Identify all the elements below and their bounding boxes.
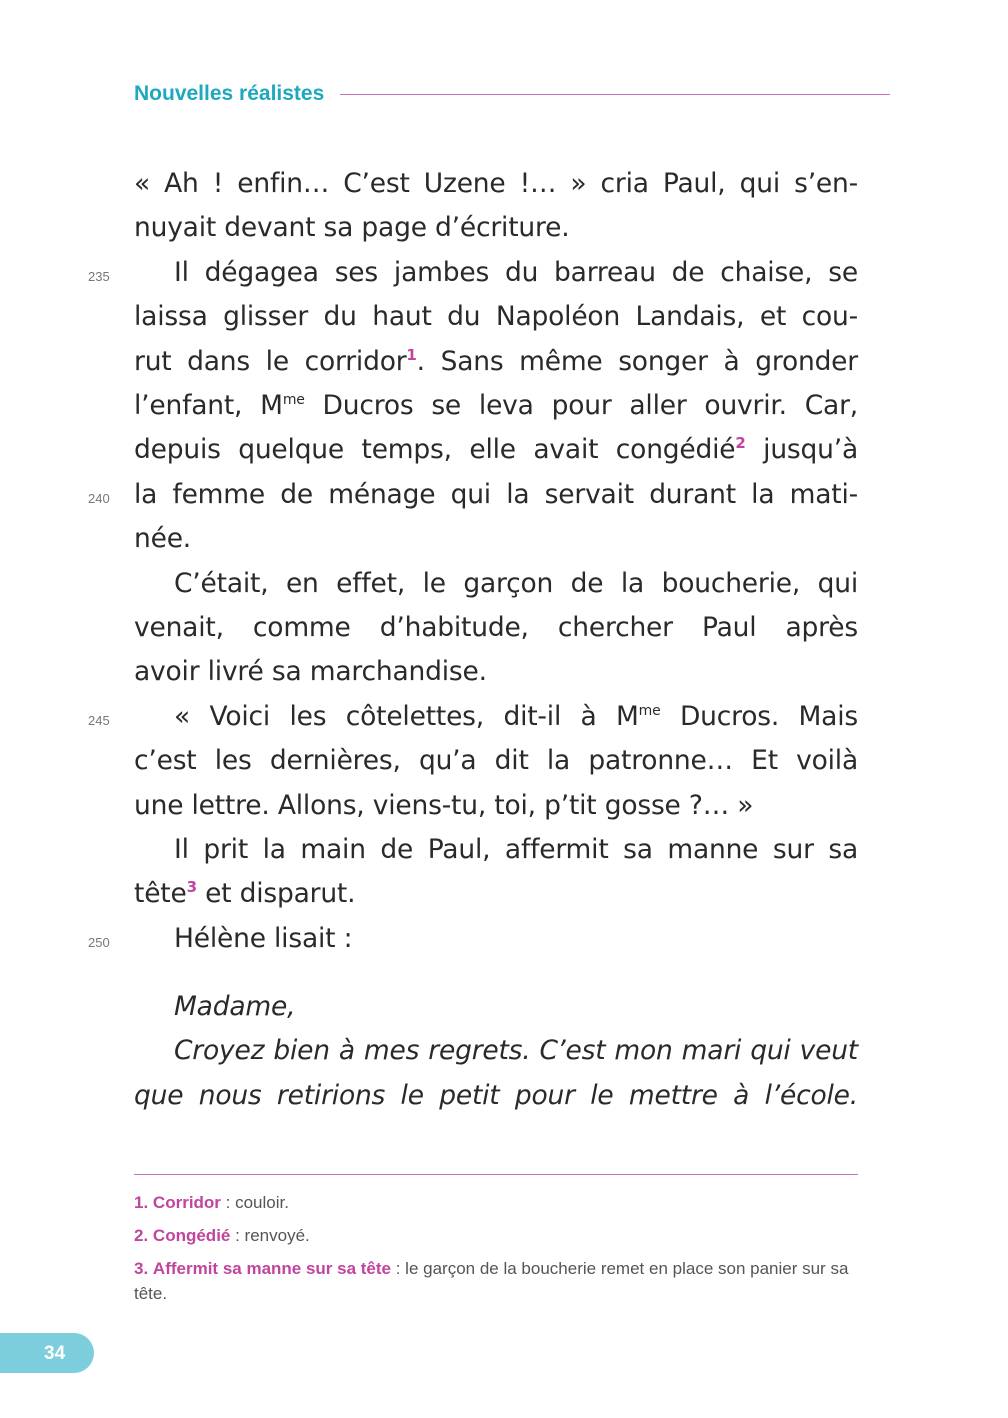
footnote-number: 2. <box>134 1226 149 1245</box>
footnote-term: Corridor <box>152 1193 221 1212</box>
footnote-ref-1: 1 <box>406 346 417 364</box>
footnote-term: Congédié <box>152 1226 231 1245</box>
footnote-ref-2: 2 <box>735 434 746 452</box>
text-line: c’est les dernières, qu’a dit la patronne… Et voilà <box>134 745 858 776</box>
text-line: Il dégagea ses jambes du barreau de chaise, se <box>174 257 858 288</box>
text-segment: . Sans même songer à gronder <box>416 346 858 377</box>
footnote-number: 1. <box>134 1193 149 1212</box>
text-segment: tête <box>134 878 187 909</box>
text-line <box>134 874 858 914</box>
footnote-3 <box>134 1256 858 1306</box>
running-header <box>134 78 890 110</box>
text-line <box>134 386 858 426</box>
text-segment: Ducros se leva pour aller ouvrir. Car, <box>304 390 859 421</box>
text-line: une lettre. Allons, viens-tu, toi, p’tit gosse ?… » <box>134 790 754 821</box>
text-line <box>134 430 858 470</box>
line-number: 250 <box>88 935 110 950</box>
text-line: née. <box>134 523 192 554</box>
text-line: avoir livré sa marchandise. <box>134 656 487 687</box>
superscript-me: me <box>282 392 305 408</box>
text-line: C’était, en effet, le garçon de la boucherie, qui <box>174 568 858 599</box>
text-line: nuyait devant sa page d’écriture. <box>134 212 570 243</box>
footnote-rule <box>134 1174 858 1175</box>
text-segment: Ducros. Mais <box>660 701 858 732</box>
text-segment: rut dans le corridor <box>134 346 407 377</box>
text-line: la femme de ménage qui la servait durant la mati- <box>134 479 858 510</box>
footnote-1 <box>134 1190 858 1215</box>
text-segment: « Voici les côtelettes, dit-il à M <box>174 701 639 732</box>
text-segment: et disparut. <box>196 878 356 909</box>
line-number: 235 <box>88 269 110 284</box>
footnote-2 <box>134 1223 858 1248</box>
text-line <box>134 342 858 382</box>
line-number: 240 <box>88 491 110 506</box>
superscript-me: me <box>638 703 661 719</box>
letter-line: Croyez bien à mes regrets. C’est mon mari qui veut <box>174 1035 858 1066</box>
text-segment: jusqu’à <box>745 434 858 465</box>
text-line: Il prit la main de Paul, affermit sa manne sur sa <box>174 834 858 865</box>
text-segment: l’enfant, M <box>134 390 283 421</box>
header-title: Nouvelles réalistes <box>134 82 325 105</box>
footnote-term: Affermit sa manne sur sa tête <box>152 1259 392 1278</box>
text-line: « Ah ! enfin… C’est Uzene !… » cria Paul, qui s’en- <box>134 168 858 199</box>
footnote-definition: : renvoyé. <box>230 1226 310 1245</box>
letter-line: que nous retirions le petit pour le mettre à l’école. <box>134 1080 858 1111</box>
footnote-definition: : couloir. <box>220 1193 289 1212</box>
page-number: 34 <box>44 1343 66 1364</box>
text-segment: depuis quelque temps, elle avait congédié <box>134 434 736 465</box>
line-number: 245 <box>88 713 110 728</box>
text-line: laissa glisser du haut du Napoléon Landais, et cou- <box>134 301 858 332</box>
text-line <box>134 697 858 737</box>
footnote-number: 3. <box>134 1259 149 1278</box>
text-line: venait, comme d’habitude, chercher Paul après <box>134 612 858 643</box>
header-rule <box>340 94 890 95</box>
footnote-ref-3: 3 <box>186 878 197 896</box>
letter-line: Madame, <box>174 991 296 1022</box>
footnote-definition: : le garçon de la boucherie remet en place son panier sur sa tête. <box>134 1259 849 1303</box>
text-line: Hélène lisait : <box>174 923 353 954</box>
